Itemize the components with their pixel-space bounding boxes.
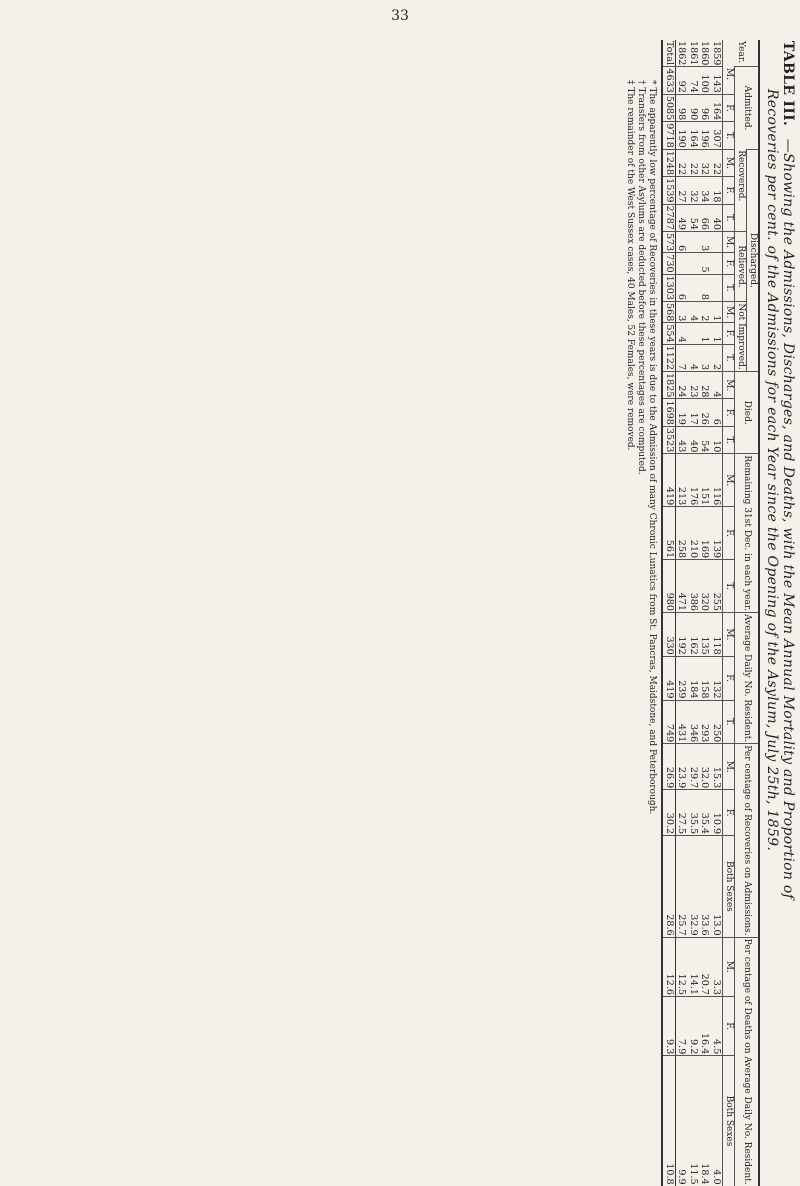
cell-rel: [687, 274, 699, 301]
cell-rel: 5: [699, 253, 711, 274]
cell-a: 9718: [663, 123, 675, 148]
cell-d: 19: [675, 399, 687, 426]
cell-pr: 32.0: [699, 744, 711, 790]
cell-a: 92: [675, 67, 687, 94]
cell-a: 100: [699, 67, 711, 94]
cell-pr: 29.7: [687, 744, 699, 790]
cell-avg: 419: [662, 656, 675, 700]
subheader-d-m: M.: [723, 372, 735, 399]
subheader-pd-m: M.: [723, 937, 735, 996]
table-caption: —Showing the Admissions, Discharges, and Deaths, with the Mean Annual Mortality and Proportion of Recoveries per cent. of the Admissions for each Year since the Opening of the Asylum, July 25th, 1859.: [764, 88, 796, 900]
pct-deaths-header: Per centage of Deaths on Average Daily No. Resident.: [735, 937, 760, 1185]
cell-a: 74: [687, 67, 699, 94]
cell-d: 26: [699, 399, 711, 426]
cell-a: 164: [687, 122, 699, 149]
rotated-table-page: [10, 40, 800, 1185]
table-row: [699, 40, 711, 1186]
cell-pr: 27.5: [675, 790, 687, 836]
cell-pr: 28.6: [662, 836, 675, 938]
cell-rel: [687, 253, 699, 274]
subheader-rel-m: M.: [723, 231, 735, 252]
cell-rem: 980: [662, 560, 675, 613]
cell-a: 143: [710, 67, 722, 94]
cell-pr: 33.6: [699, 836, 711, 938]
cell-avg: 431: [675, 700, 687, 744]
cell-pd: 4.5: [710, 996, 722, 1055]
cell-rec: 1539: [663, 178, 675, 203]
statistics-table: [661, 40, 760, 1186]
cell-rem: 255: [710, 560, 722, 613]
cell-d: 1698: [663, 400, 675, 425]
cell-a: 96: [699, 94, 711, 121]
admitted-header: Admitted.: [735, 67, 760, 149]
cell-rem: 419: [662, 454, 675, 507]
subheader-d-f: F.: [723, 399, 735, 426]
cell-d: 4: [710, 372, 722, 399]
cell-ni: 554: [663, 324, 675, 343]
cell-d: 10: [710, 426, 722, 453]
cell-rel: 8: [699, 274, 711, 301]
cell-a: 196: [699, 122, 711, 149]
cell-rel: [710, 231, 722, 252]
cell-avg: 239: [675, 656, 687, 700]
subheader-pr-m: M.: [723, 744, 735, 790]
cell-rec: 2787: [663, 205, 675, 230]
died-header: Died.: [735, 372, 760, 454]
cell-a: 98: [675, 94, 687, 121]
subheader-ni-m: M.: [723, 302, 735, 323]
cell-avg: 192: [675, 613, 687, 657]
cell-pr: 23.9: [675, 744, 687, 790]
cell-avg: 132: [710, 656, 722, 700]
cell-rem: 139: [710, 507, 722, 560]
cell-rem: 561: [662, 507, 675, 560]
cell-pd: 10.8: [662, 1056, 675, 1186]
cell-pd: 9.3: [662, 996, 675, 1055]
cell-avg: 118: [710, 613, 722, 657]
cell-a: 90: [687, 94, 699, 121]
cell-rem: 471: [675, 560, 687, 613]
cell-pd: 9.9: [675, 1056, 687, 1186]
cell-pd: 12.5: [675, 937, 687, 996]
cell-pr: 15.3: [710, 744, 722, 790]
cell-pr: 30.2: [662, 790, 675, 836]
cell-ni: 1: [699, 323, 711, 344]
cell-rec: 22: [687, 149, 699, 176]
cell-rel: 730: [663, 254, 675, 273]
subheader-rec-m: M.: [723, 149, 735, 176]
cell-rec: 54: [687, 204, 699, 231]
subheader-avg-f: F.: [723, 656, 735, 700]
cell-ni: 568: [663, 303, 675, 322]
cell-avg: 330: [662, 613, 675, 657]
cell-ni: 2: [699, 302, 711, 323]
cell-d: 17: [687, 399, 699, 426]
subheader-pr-f: F.: [723, 790, 735, 836]
cell-rem: 116: [710, 454, 722, 507]
footnote-1: * The apparently low percentage of Recoveries in these years is due to the Admission of many Chronic Lunatics from St. Pancras, Maidstone, and Peterborough.: [647, 80, 658, 815]
subheader-pd-f: F.: [723, 996, 735, 1055]
cell-d: 40: [687, 426, 699, 453]
cell-pr: 35.5: [687, 790, 699, 836]
cell-d: 1825: [663, 373, 675, 398]
cell-rel: 6: [675, 231, 687, 252]
cell-ni: 1122: [663, 345, 675, 371]
cell-a: 5085: [663, 95, 675, 121]
cell-avg: 749: [662, 700, 675, 744]
cell-ni: 3: [699, 344, 711, 371]
subheader-a-f: F.: [723, 94, 735, 121]
cell-ni: 2: [710, 344, 722, 371]
cell-d: 23: [687, 372, 699, 399]
cell-rec: 49: [675, 204, 687, 231]
cell-ni: 1: [710, 323, 722, 344]
cell-pr: 35.4: [699, 790, 711, 836]
year-header: Year.: [723, 40, 760, 67]
table-label: TABLE III.: [780, 40, 796, 127]
discharged-header: Discharged.: [747, 149, 760, 371]
cell-pd: 9.2: [687, 996, 699, 1055]
year-cell: 1859: [711, 41, 722, 66]
subheader-pd-t: Both Sexes: [723, 1056, 735, 1186]
cell-avg: 293: [699, 700, 711, 744]
footnote-3: ‡ The remainder of the West Sussex cases, 40 Males, 52 Females, were removed.: [625, 80, 636, 451]
subheader-rem-t: T.: [723, 560, 735, 613]
cell-pd: 20.7: [699, 937, 711, 996]
subheader-a-m: M.: [723, 67, 735, 94]
sex-subheader-row: [723, 40, 735, 1186]
cell-avg: 346: [687, 700, 699, 744]
subheader-ni-f: F.: [723, 323, 735, 344]
cell-avg: 135: [699, 613, 711, 657]
cell-pr: 25.7: [675, 836, 687, 938]
cell-pd: 12.6: [662, 937, 675, 996]
cell-rem: 320: [699, 560, 711, 613]
cell-rem: 151: [699, 454, 711, 507]
cell-ni: 4: [687, 302, 699, 323]
cell-rel: 573: [663, 232, 675, 252]
cell-pr: 26.9: [662, 744, 675, 790]
cell-pd: 4.0: [710, 1056, 722, 1186]
pct-recoveries-header: Per centage of Recoveries on Admissions.: [735, 744, 760, 937]
cell-ni: 7: [675, 344, 687, 371]
table-title: [764, 40, 796, 900]
cell-rec: 32: [687, 177, 699, 204]
subheader-rem-m: M.: [723, 454, 735, 507]
cell-a: 164: [710, 94, 722, 121]
subheader-d-t: T.: [723, 426, 735, 453]
cell-ni: 1: [710, 302, 722, 323]
cell-d: 3523: [663, 427, 675, 453]
cell-d: 6: [710, 399, 722, 426]
cell-rem: 386: [687, 560, 699, 613]
cell-rem: 213: [675, 454, 687, 507]
subheader-avg-t: T.: [723, 700, 735, 744]
year-cell: 1860: [699, 41, 711, 66]
cell-rel: [687, 231, 699, 252]
cell-rem: 210: [687, 507, 699, 560]
relieved-header: Relieved.: [735, 231, 747, 301]
year-cell: Total: [663, 41, 675, 66]
subheader-a-t: T.: [723, 122, 735, 149]
cell-rel: [675, 253, 687, 274]
cell-d: 28: [699, 372, 711, 399]
cell-pd: 18.4: [699, 1056, 711, 1186]
cell-rec: 1248: [663, 150, 675, 176]
cell-a: 307: [710, 122, 722, 149]
cell-rem: 258: [675, 507, 687, 560]
cell-ni: 3: [675, 302, 687, 323]
cell-pr: 10.9: [710, 790, 722, 836]
cell-rem: 176: [687, 454, 699, 507]
cell-rec: 18: [710, 177, 722, 204]
table-row: [710, 40, 722, 1186]
total-row: [662, 40, 675, 1186]
cell-a: 190: [675, 122, 687, 149]
year-cell: 1861: [687, 41, 699, 66]
cell-rel: [710, 274, 722, 301]
cell-avg: 158: [699, 656, 711, 700]
cell-pd: 3.3: [710, 937, 722, 996]
cell-ni: [687, 323, 699, 344]
cell-rec: 34: [699, 177, 711, 204]
table-row: [687, 40, 699, 1186]
subheader-rel-f: F.: [723, 253, 735, 274]
cell-a: 4633: [663, 68, 675, 93]
cell-d: 43: [675, 426, 687, 453]
footnotes: [624, 40, 657, 900]
cell-pd: 16.4: [699, 996, 711, 1055]
cell-rec: 40: [710, 204, 722, 231]
cell-rec: 22: [675, 149, 687, 176]
cell-ni: 4: [687, 344, 699, 371]
cell-pd: 14.1: [687, 937, 699, 996]
cell-rel: [710, 253, 722, 274]
cell-rec: 27: [675, 177, 687, 204]
cell-d: 54: [699, 426, 711, 453]
cell-pd: 11.5: [687, 1056, 699, 1186]
cell-rel: 3: [699, 231, 711, 252]
cell-pr: 13.0: [710, 836, 722, 938]
cell-ni: 4: [675, 323, 687, 344]
cell-d: 24: [675, 372, 687, 399]
cell-pr: 32.9: [687, 836, 699, 938]
subheader-ni-t: T.: [723, 344, 735, 371]
not-improved-header: Not Improved.: [736, 303, 746, 370]
table-body: [662, 40, 722, 1186]
cell-rem: 169: [699, 507, 711, 560]
average-daily-header: Average Daily No. Resident.: [735, 613, 760, 744]
footnote-2: † Transfers from other Asylums are deducted before these percentages are computed.: [636, 80, 647, 475]
remaining-header: Remaining 31st Dec. in each year.: [735, 454, 760, 613]
cell-rel: 1303: [663, 275, 675, 300]
cell-rec: 66: [699, 204, 711, 231]
year-cell: 1862: [676, 41, 688, 66]
cell-rec: 22: [710, 149, 722, 176]
cell-rec: 32: [699, 149, 711, 176]
subheader-rel-t: T.: [723, 274, 735, 301]
subheader-avg-m: M.: [723, 613, 735, 657]
page-number: 33: [391, 8, 409, 24]
cell-avg: 184: [687, 656, 699, 700]
recovered-header: Recovered.: [735, 149, 747, 231]
cell-avg: 250: [710, 700, 722, 744]
cell-avg: 162: [687, 613, 699, 657]
cell-rel: 6: [675, 274, 687, 301]
subheader-rem-f: F.: [723, 507, 735, 560]
subheader-rec-t: T.: [723, 204, 735, 231]
cell-pd: 7.9: [675, 996, 687, 1055]
subheader-rec-f: F.: [723, 177, 735, 204]
table-row: [675, 40, 687, 1186]
subheader-pr-t: Both Sexes: [723, 836, 735, 938]
